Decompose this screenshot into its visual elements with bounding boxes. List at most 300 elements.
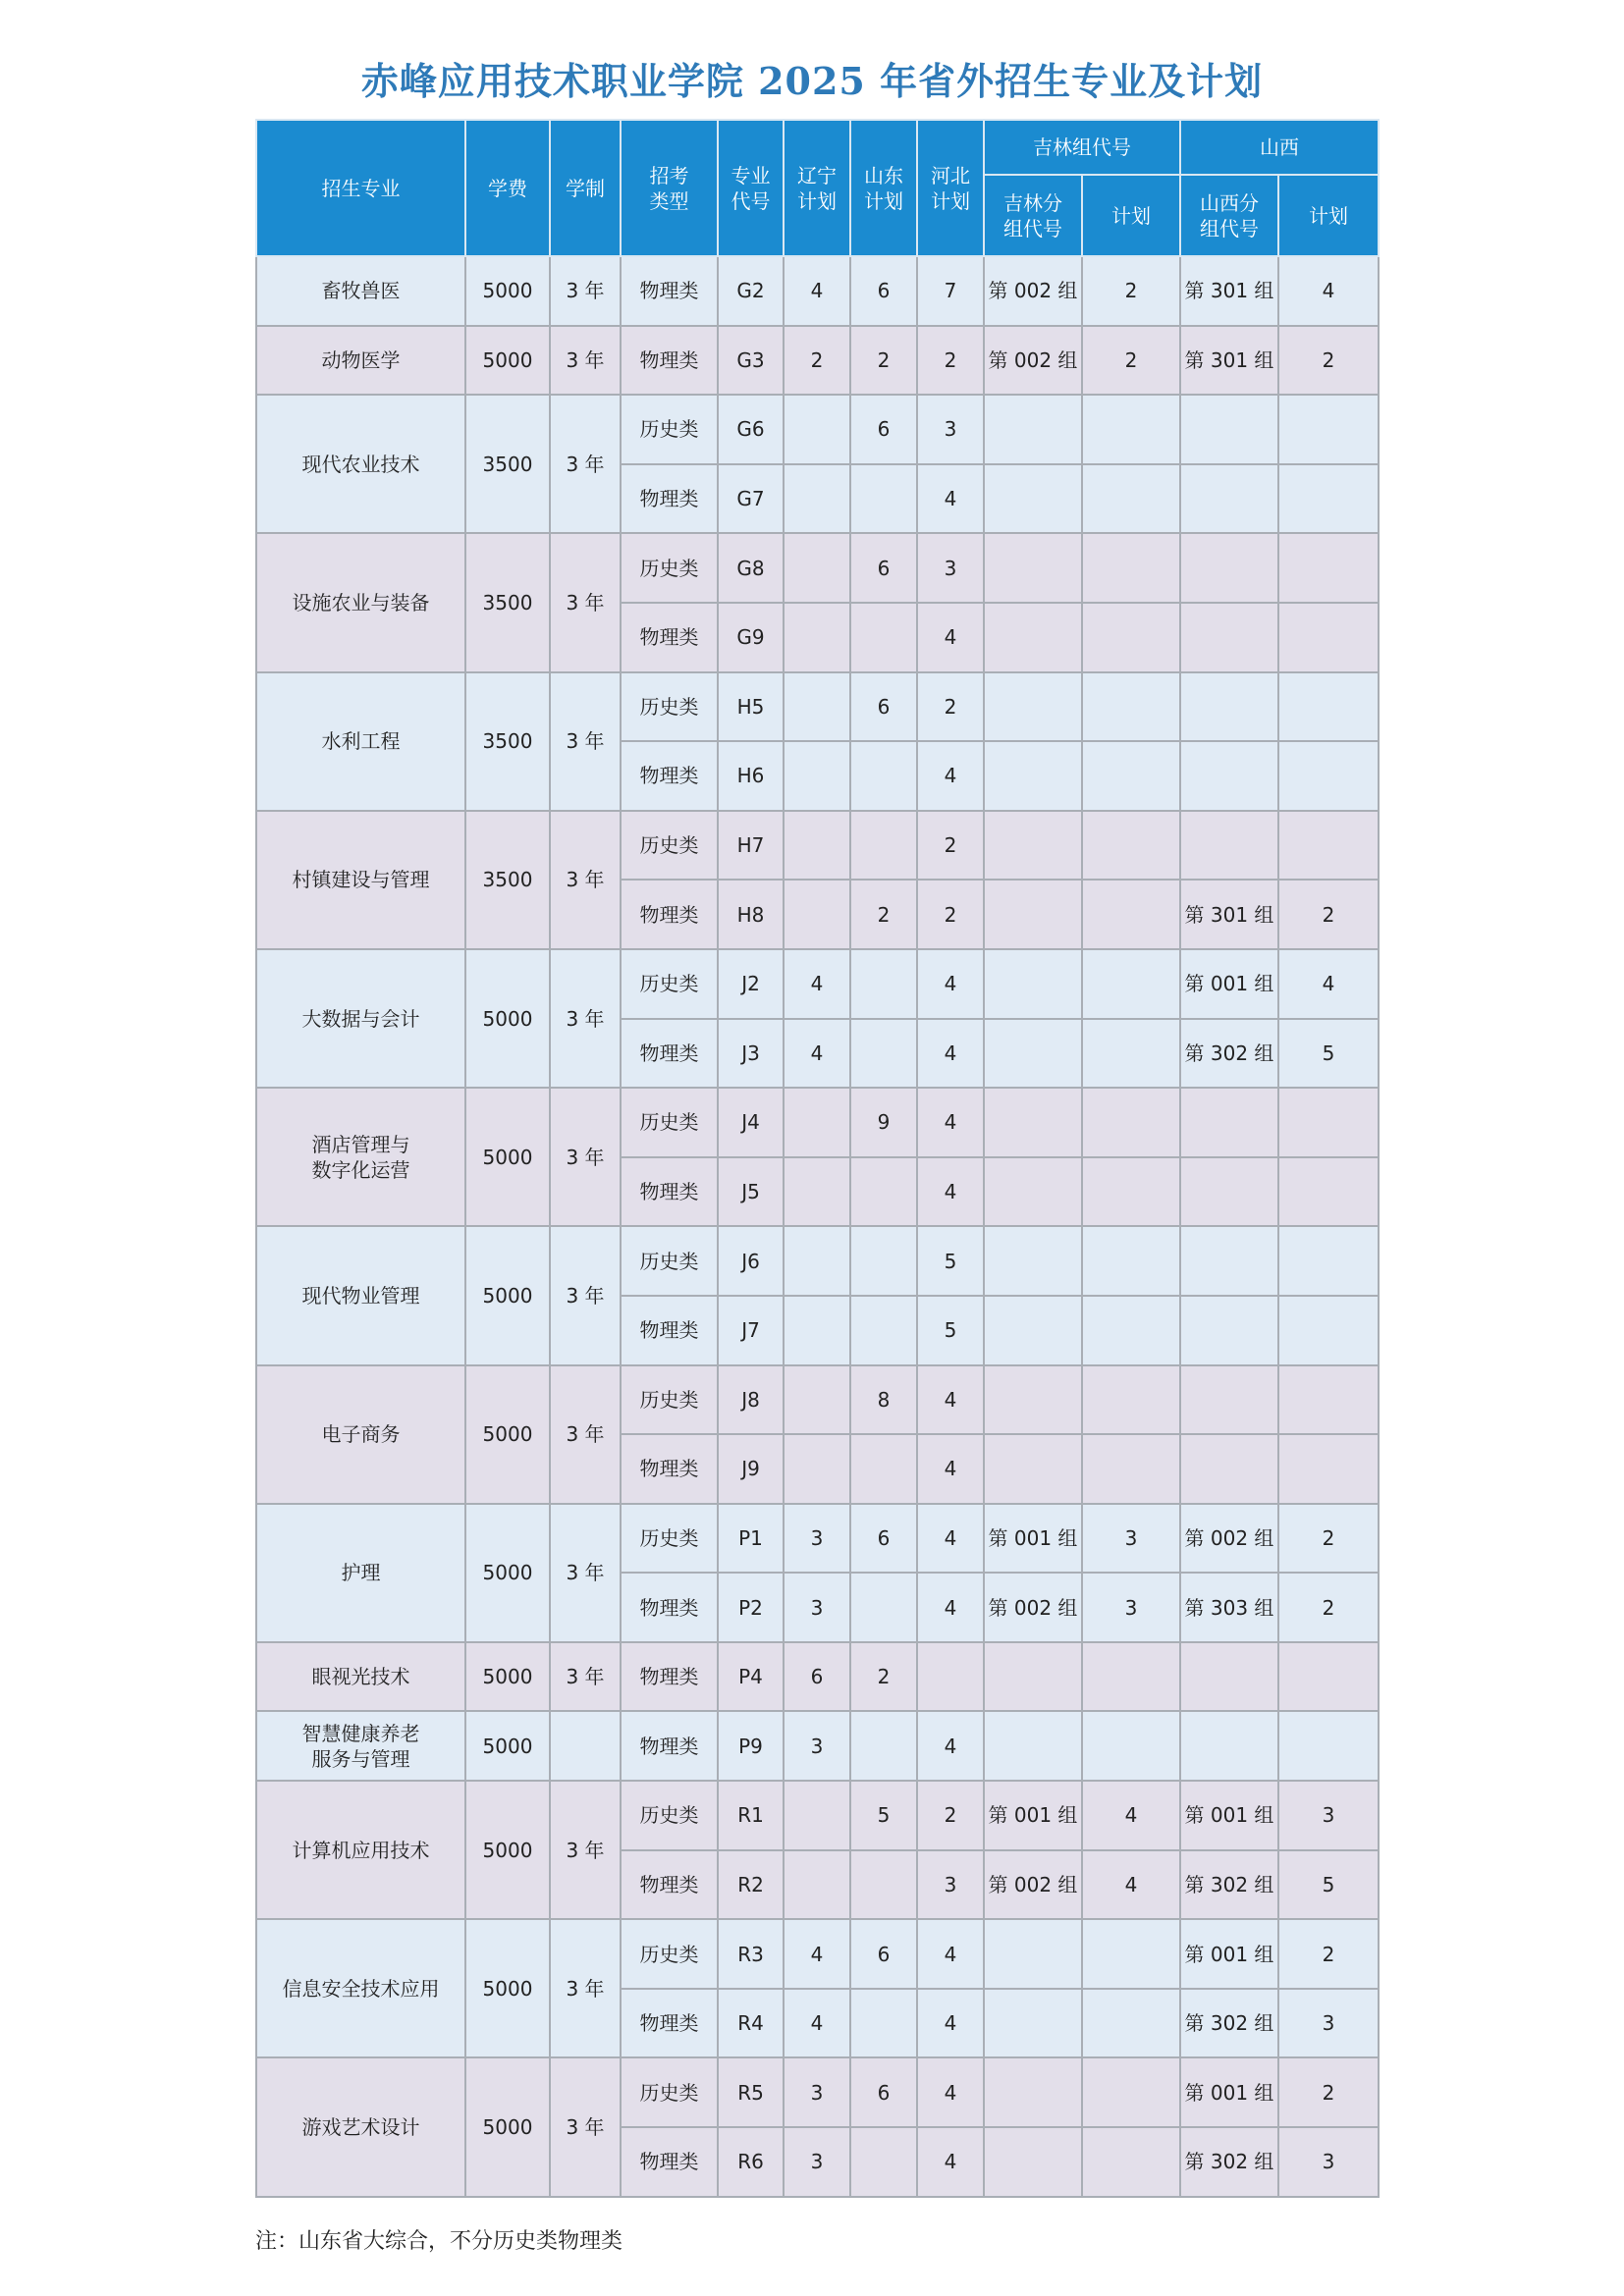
exam-type-cell: 物理类 — [621, 1019, 718, 1089]
major-name-cell — [256, 395, 465, 533]
jilin-plan-cell — [1082, 1919, 1180, 1989]
table-row — [256, 533, 1379, 603]
years-cell: 3 年 — [550, 326, 621, 396]
liaoning-plan-cell: 3 — [784, 1504, 850, 1574]
shandong-plan-cell: 5 — [850, 1781, 917, 1850]
liaoning-plan-cell — [784, 464, 850, 534]
liaoning-plan-cell: 4 — [784, 949, 850, 1019]
code-cell: R4 — [718, 1989, 784, 2058]
code-cell: H8 — [718, 880, 784, 949]
hebei-plan-cell: 5 — [917, 1296, 984, 1365]
jilin-group-cell — [984, 1711, 1082, 1781]
jilin-group-cell — [984, 741, 1082, 811]
years-cell: 3 年 — [550, 256, 621, 326]
years-cell: 3 年 — [550, 1504, 621, 1642]
jilin-group-cell — [984, 1434, 1082, 1504]
code-cell: G6 — [718, 395, 784, 464]
jilin-group-cell — [984, 1642, 1082, 1712]
shanxi-plan-cell: 5 — [1278, 1019, 1379, 1089]
exam-type-cell: 物理类 — [621, 1157, 718, 1227]
shanxi-group-cell — [1180, 672, 1278, 742]
exam-type-cell: 历史类 — [621, 1226, 718, 1296]
jilin-group-cell — [984, 1019, 1082, 1089]
shanxi-plan-cell — [1278, 1157, 1379, 1227]
major-name-cell — [256, 1226, 465, 1364]
major-name-cell — [256, 326, 465, 396]
shanxi-plan-cell — [1278, 1226, 1379, 1296]
shanxi-plan-cell — [1278, 1434, 1379, 1504]
shanxi-plan-cell — [1278, 533, 1379, 603]
header-jilin-sub-group — [984, 175, 1082, 256]
years-cell: 3 年 — [550, 1781, 621, 1919]
jilin-plan-cell — [1082, 533, 1180, 603]
shandong-plan-cell: 6 — [850, 256, 917, 326]
shandong-plan-cell: 6 — [850, 1504, 917, 1574]
fee-cell: 5000 — [465, 1711, 550, 1781]
page-title: 赤峰应用技术职业学院 2025 年省外招生专业及计划 — [360, 59, 1264, 103]
jilin-plan-cell — [1082, 603, 1180, 672]
hebei-plan-cell: 4 — [917, 1434, 984, 1504]
major-name-line: 大数据与会计 — [301, 1006, 420, 1031]
shandong-plan-cell — [850, 949, 917, 1019]
major-name-line: 现代物业管理 — [301, 1283, 420, 1308]
shanxi-group-cell: 第 303 组 — [1180, 1573, 1278, 1642]
hebei-plan-cell: 4 — [917, 2057, 984, 2127]
major-name-line: 现代农业技术 — [301, 452, 420, 476]
liaoning-plan-cell: 4 — [784, 1989, 850, 2058]
major-name-cell — [256, 1781, 465, 1919]
code-cell: J9 — [718, 1434, 784, 1504]
exam-type-cell: 历史类 — [621, 1365, 718, 1435]
exam-type-cell: 物理类 — [621, 741, 718, 811]
code-cell: G8 — [718, 533, 784, 603]
jilin-group-cell — [984, 672, 1082, 742]
code-cell: J5 — [718, 1157, 784, 1227]
jilin-group-cell — [984, 464, 1082, 534]
exam-type-cell: 物理类 — [621, 1573, 718, 1642]
fee-cell: 5000 — [465, 1504, 550, 1642]
table-row — [256, 1711, 1379, 1781]
header-jilin-sub-group-line2: 组代号 — [1003, 216, 1062, 240]
hebei-plan-cell: 4 — [917, 603, 984, 672]
code-cell: R3 — [718, 1919, 784, 1989]
jilin-plan-cell — [1082, 1434, 1180, 1504]
shanxi-group-cell — [1180, 1642, 1278, 1712]
fee-cell: 3500 — [465, 811, 550, 949]
jilin-group-cell — [984, 880, 1082, 949]
shanxi-group-cell: 第 001 组 — [1180, 949, 1278, 1019]
shanxi-plan-cell: 2 — [1278, 2057, 1379, 2127]
code-cell: H6 — [718, 741, 784, 811]
years-cell: 3 年 — [550, 672, 621, 811]
hebei-plan-cell: 4 — [917, 1504, 984, 1574]
jilin-group-cell — [984, 1296, 1082, 1365]
code-cell: J8 — [718, 1365, 784, 1435]
header-exam-type-line1: 招考 — [649, 163, 689, 187]
major-name-cell — [256, 1919, 465, 2057]
table-row — [256, 2057, 1379, 2127]
shanxi-group-cell: 第 302 组 — [1180, 1989, 1278, 2058]
hebei-plan-cell: 4 — [917, 1088, 984, 1157]
header-code-line1: 专业 — [731, 163, 771, 187]
header-shandong — [850, 120, 917, 256]
shanxi-plan-cell: 3 — [1278, 2127, 1379, 2197]
hebei-plan-cell: 5 — [917, 1226, 984, 1296]
jilin-plan-cell — [1082, 880, 1180, 949]
major-name-cell — [256, 1504, 465, 1642]
header-hebei-line1: 河北 — [931, 163, 970, 187]
liaoning-plan-cell: 3 — [784, 2127, 850, 2197]
shandong-plan-cell: 9 — [850, 1088, 917, 1157]
jilin-group-cell — [984, 949, 1082, 1019]
shandong-plan-cell — [850, 464, 917, 534]
jilin-plan-cell — [1082, 2057, 1180, 2127]
code-cell: R2 — [718, 1850, 784, 1920]
major-name-line: 眼视光技术 — [311, 1665, 410, 1689]
fee-cell: 5000 — [465, 1226, 550, 1364]
major-name-line: 信息安全技术应用 — [282, 1976, 440, 2001]
exam-type-cell: 物理类 — [621, 880, 718, 949]
jilin-plan-cell: 4 — [1082, 1850, 1180, 1920]
shanxi-group-cell — [1180, 603, 1278, 672]
jilin-plan-cell: 4 — [1082, 1781, 1180, 1850]
major-name-line: 动物医学 — [321, 347, 401, 372]
hebei-plan-cell: 4 — [917, 1019, 984, 1089]
exam-type-cell: 历史类 — [621, 533, 718, 603]
shandong-plan-cell: 6 — [850, 2057, 917, 2127]
shanxi-plan-cell: 2 — [1278, 1504, 1379, 1574]
jilin-group-cell — [984, 533, 1082, 603]
shanxi-group-cell — [1180, 395, 1278, 464]
jilin-plan-cell — [1082, 395, 1180, 464]
shanxi-group-cell — [1180, 533, 1278, 603]
hebei-plan-cell: 2 — [917, 1781, 984, 1850]
liaoning-plan-cell: 3 — [784, 1573, 850, 1642]
table-row — [256, 672, 1379, 742]
exam-type-cell: 历史类 — [621, 672, 718, 742]
shanxi-group-cell: 第 002 组 — [1180, 1504, 1278, 1574]
code-cell: J4 — [718, 1088, 784, 1157]
code-cell: R6 — [718, 2127, 784, 2197]
shandong-plan-cell — [850, 1157, 917, 1227]
liaoning-plan-cell: 3 — [784, 2057, 850, 2127]
shanxi-plan-cell: 3 — [1278, 1781, 1379, 1850]
header-liaoning-line1: 辽宁 — [797, 163, 837, 187]
liaoning-plan-cell — [784, 811, 850, 881]
shanxi-plan-cell — [1278, 1365, 1379, 1435]
exam-type-cell: 物理类 — [621, 1711, 718, 1781]
header-liaoning-line2: 计划 — [797, 188, 837, 213]
years-cell: 3 年 — [550, 1642, 621, 1712]
exam-type-cell: 物理类 — [621, 1434, 718, 1504]
shanxi-plan-cell: 2 — [1278, 1573, 1379, 1642]
shanxi-group-cell — [1180, 1157, 1278, 1227]
liaoning-plan-cell — [784, 603, 850, 672]
exam-type-cell: 历史类 — [621, 1088, 718, 1157]
shanxi-group-cell — [1180, 1296, 1278, 1365]
shandong-plan-cell: 6 — [850, 672, 917, 742]
major-name-line: 护理 — [341, 1561, 381, 1585]
shanxi-plan-cell: 2 — [1278, 880, 1379, 949]
liaoning-plan-cell — [784, 533, 850, 603]
table-row — [256, 1226, 1379, 1296]
header-shandong-line2: 计划 — [864, 188, 903, 213]
jilin-group-cell — [984, 1088, 1082, 1157]
hebei-plan-cell: 3 — [917, 533, 984, 603]
shandong-plan-cell: 8 — [850, 1365, 917, 1435]
shandong-plan-cell — [850, 1989, 917, 2058]
fee-cell: 5000 — [465, 326, 550, 396]
hebei-plan-cell: 3 — [917, 395, 984, 464]
exam-type-cell: 历史类 — [621, 1781, 718, 1850]
header-jilin-plan: 计划 — [1082, 175, 1180, 256]
shandong-plan-cell — [850, 603, 917, 672]
jilin-group-cell — [984, 1226, 1082, 1296]
jilin-group-cell — [984, 2057, 1082, 2127]
major-name-cell — [256, 1642, 465, 1712]
table-row — [256, 1781, 1379, 1850]
shandong-plan-cell — [850, 1434, 917, 1504]
shandong-plan-cell — [850, 2127, 917, 2197]
table-row — [256, 256, 1379, 326]
jilin-group-cell — [984, 1989, 1082, 2058]
table-row — [256, 1504, 1379, 1574]
jilin-plan-cell — [1082, 1642, 1180, 1712]
fee-cell: 5000 — [465, 2057, 550, 2196]
jilin-group-cell — [984, 395, 1082, 464]
exam-type-cell: 物理类 — [621, 256, 718, 326]
major-name-cell — [256, 949, 465, 1088]
jilin-group-cell — [984, 603, 1082, 672]
major-name-line: 畜牧兽医 — [321, 279, 401, 303]
hebei-plan-cell: 4 — [917, 1365, 984, 1435]
years-cell: 3 年 — [550, 949, 621, 1088]
liaoning-plan-cell — [784, 1434, 850, 1504]
major-name-cell — [256, 672, 465, 811]
exam-type-cell: 物理类 — [621, 464, 718, 534]
liaoning-plan-cell — [784, 1850, 850, 1920]
shanxi-group-cell: 第 301 组 — [1180, 880, 1278, 949]
hebei-plan-cell: 2 — [917, 811, 984, 881]
years-cell: 3 年 — [550, 1919, 621, 2057]
jilin-plan-cell — [1082, 1296, 1180, 1365]
shanxi-plan-cell — [1278, 603, 1379, 672]
years-cell: 3 年 — [550, 1365, 621, 1504]
table-row — [256, 395, 1379, 464]
jilin-plan-cell — [1082, 811, 1180, 881]
shanxi-group-cell — [1180, 1711, 1278, 1781]
header-exam-type-line2: 类型 — [649, 188, 689, 213]
shanxi-group-cell: 第 001 组 — [1180, 1781, 1278, 1850]
table-row — [256, 1088, 1379, 1157]
liaoning-plan-cell — [784, 1365, 850, 1435]
header-shanxi: 山西 — [1180, 120, 1379, 175]
shanxi-group-cell — [1180, 811, 1278, 881]
jilin-group-cell — [984, 811, 1082, 881]
shanxi-plan-cell: 4 — [1278, 256, 1379, 326]
liaoning-plan-cell — [784, 741, 850, 811]
exam-type-cell: 物理类 — [621, 1642, 718, 1712]
header-hebei-line2: 计划 — [931, 188, 970, 213]
exam-type-cell: 历史类 — [621, 1919, 718, 1989]
fee-cell: 5000 — [465, 1088, 550, 1226]
table-row — [256, 811, 1379, 881]
liaoning-plan-cell — [784, 395, 850, 464]
major-name-line: 设施农业与装备 — [292, 590, 430, 614]
liaoning-plan-cell: 6 — [784, 1642, 850, 1712]
shanxi-plan-cell — [1278, 1088, 1379, 1157]
major-name-cell — [256, 533, 465, 671]
major-name-line: 计算机应用技术 — [292, 1838, 430, 1862]
jilin-plan-cell: 2 — [1082, 326, 1180, 396]
jilin-plan-cell: 2 — [1082, 256, 1180, 326]
major-name-line: 服务与管理 — [311, 1746, 410, 1771]
liaoning-plan-cell: 4 — [784, 256, 850, 326]
exam-type-cell: 历史类 — [621, 811, 718, 881]
jilin-plan-cell — [1082, 1157, 1180, 1227]
header-jilin-group: 吉林组代号 — [984, 120, 1180, 175]
shanxi-plan-cell — [1278, 1642, 1379, 1712]
shanxi-plan-cell: 4 — [1278, 949, 1379, 1019]
years-cell — [550, 1711, 621, 1781]
header-shanxi-sub-group-line2: 组代号 — [1200, 216, 1259, 240]
fee-cell: 3500 — [465, 672, 550, 811]
shandong-plan-cell: 6 — [850, 533, 917, 603]
shanxi-plan-cell — [1278, 1711, 1379, 1781]
fee-cell: 3500 — [465, 533, 550, 671]
fee-cell: 5000 — [465, 1781, 550, 1919]
shanxi-plan-cell: 2 — [1278, 326, 1379, 396]
code-cell: J7 — [718, 1296, 784, 1365]
liaoning-plan-cell: 4 — [784, 1919, 850, 1989]
header-years: 学制 — [550, 120, 621, 256]
fee-cell: 5000 — [465, 949, 550, 1088]
major-name-cell — [256, 1088, 465, 1226]
header-shanxi-plan: 计划 — [1278, 175, 1379, 256]
shanxi-group-cell: 第 302 组 — [1180, 1019, 1278, 1089]
hebei-plan-cell: 2 — [917, 326, 984, 396]
header-jilin-sub-group-line1: 吉林分 — [1003, 190, 1062, 215]
code-cell: G7 — [718, 464, 784, 534]
major-name-cell — [256, 811, 465, 949]
shanxi-plan-cell — [1278, 1296, 1379, 1365]
hebei-plan-cell — [917, 1642, 984, 1712]
header-hebei — [917, 120, 984, 256]
liaoning-plan-cell — [784, 1157, 850, 1227]
liaoning-plan-cell — [784, 1781, 850, 1850]
code-cell: P9 — [718, 1711, 784, 1781]
exam-type-cell: 物理类 — [621, 1296, 718, 1365]
jilin-group-cell — [984, 1157, 1082, 1227]
code-cell: J2 — [718, 949, 784, 1019]
hebei-plan-cell: 4 — [917, 1711, 984, 1781]
shandong-plan-cell — [850, 1711, 917, 1781]
exam-type-cell: 历史类 — [621, 395, 718, 464]
fee-cell: 3500 — [465, 395, 550, 533]
hebei-plan-cell: 4 — [917, 1573, 984, 1642]
jilin-plan-cell — [1082, 1711, 1180, 1781]
header-exam-type — [621, 120, 718, 256]
shanxi-group-cell: 第 001 组 — [1180, 2057, 1278, 2127]
shandong-plan-cell: 6 — [850, 1919, 917, 1989]
liaoning-plan-cell: 3 — [784, 1711, 850, 1781]
major-name-line: 数字化运营 — [311, 1157, 410, 1182]
jilin-plan-cell — [1082, 464, 1180, 534]
jilin-group-cell: 第 002 组 — [984, 1573, 1082, 1642]
exam-type-cell: 物理类 — [621, 326, 718, 396]
liaoning-plan-cell: 4 — [784, 1019, 850, 1089]
exam-type-cell: 物理类 — [621, 2127, 718, 2197]
major-name-line: 酒店管理与 — [311, 1132, 410, 1156]
shanxi-group-cell: 第 301 组 — [1180, 256, 1278, 326]
shandong-plan-cell — [850, 1226, 917, 1296]
table-row — [256, 326, 1379, 396]
shandong-plan-cell: 2 — [850, 1642, 917, 1712]
header-fee: 学费 — [465, 120, 550, 256]
shanxi-group-cell — [1180, 464, 1278, 534]
exam-type-cell: 历史类 — [621, 949, 718, 1019]
liaoning-plan-cell: 2 — [784, 326, 850, 396]
major-name-line: 村镇建设与管理 — [292, 868, 430, 892]
code-cell: H7 — [718, 811, 784, 881]
fee-cell: 5000 — [465, 1365, 550, 1504]
liaoning-plan-cell — [784, 1088, 850, 1157]
jilin-group-cell: 第 001 组 — [984, 1504, 1082, 1574]
jilin-plan-cell — [1082, 1088, 1180, 1157]
liaoning-plan-cell — [784, 672, 850, 742]
fee-cell: 5000 — [465, 256, 550, 326]
shanxi-plan-cell — [1278, 464, 1379, 534]
jilin-plan-cell — [1082, 741, 1180, 811]
hebei-plan-cell: 7 — [917, 256, 984, 326]
jilin-group-cell — [984, 1919, 1082, 1989]
years-cell: 3 年 — [550, 811, 621, 949]
hebei-plan-cell: 4 — [917, 1989, 984, 2058]
shandong-plan-cell — [850, 1850, 917, 1920]
jilin-group-cell — [984, 2127, 1082, 2197]
shandong-plan-cell — [850, 1573, 917, 1642]
shandong-plan-cell — [850, 811, 917, 881]
shanxi-group-cell: 第 302 组 — [1180, 2127, 1278, 2197]
exam-type-cell: 物理类 — [621, 603, 718, 672]
hebei-plan-cell: 4 — [917, 949, 984, 1019]
header-shanxi-sub-group — [1180, 175, 1278, 256]
header-shanxi-sub-group-line1: 山西分 — [1200, 190, 1259, 215]
shanxi-plan-cell — [1278, 672, 1379, 742]
years-cell: 3 年 — [550, 1088, 621, 1226]
major-name-line: 水利工程 — [321, 729, 401, 754]
hebei-plan-cell: 4 — [917, 2127, 984, 2197]
major-name-cell — [256, 256, 465, 326]
shanxi-plan-cell: 2 — [1278, 1919, 1379, 1989]
shandong-plan-cell: 2 — [850, 326, 917, 396]
shanxi-group-cell — [1180, 1226, 1278, 1296]
jilin-group-cell: 第 002 组 — [984, 1850, 1082, 1920]
jilin-group-cell — [984, 1365, 1082, 1435]
jilin-plan-cell — [1082, 1226, 1180, 1296]
table-row — [256, 1365, 1379, 1435]
shandong-plan-cell: 6 — [850, 395, 917, 464]
major-name-line: 电子商务 — [321, 1422, 401, 1447]
header-major: 招生专业 — [256, 120, 465, 256]
shandong-plan-cell: 2 — [850, 880, 917, 949]
major-name-cell — [256, 2057, 465, 2196]
jilin-plan-cell: 3 — [1082, 1573, 1180, 1642]
shandong-plan-cell — [850, 1019, 917, 1089]
exam-type-cell: 物理类 — [621, 1989, 718, 2058]
jilin-plan-cell — [1082, 2127, 1180, 2197]
years-cell: 3 年 — [550, 1226, 621, 1364]
